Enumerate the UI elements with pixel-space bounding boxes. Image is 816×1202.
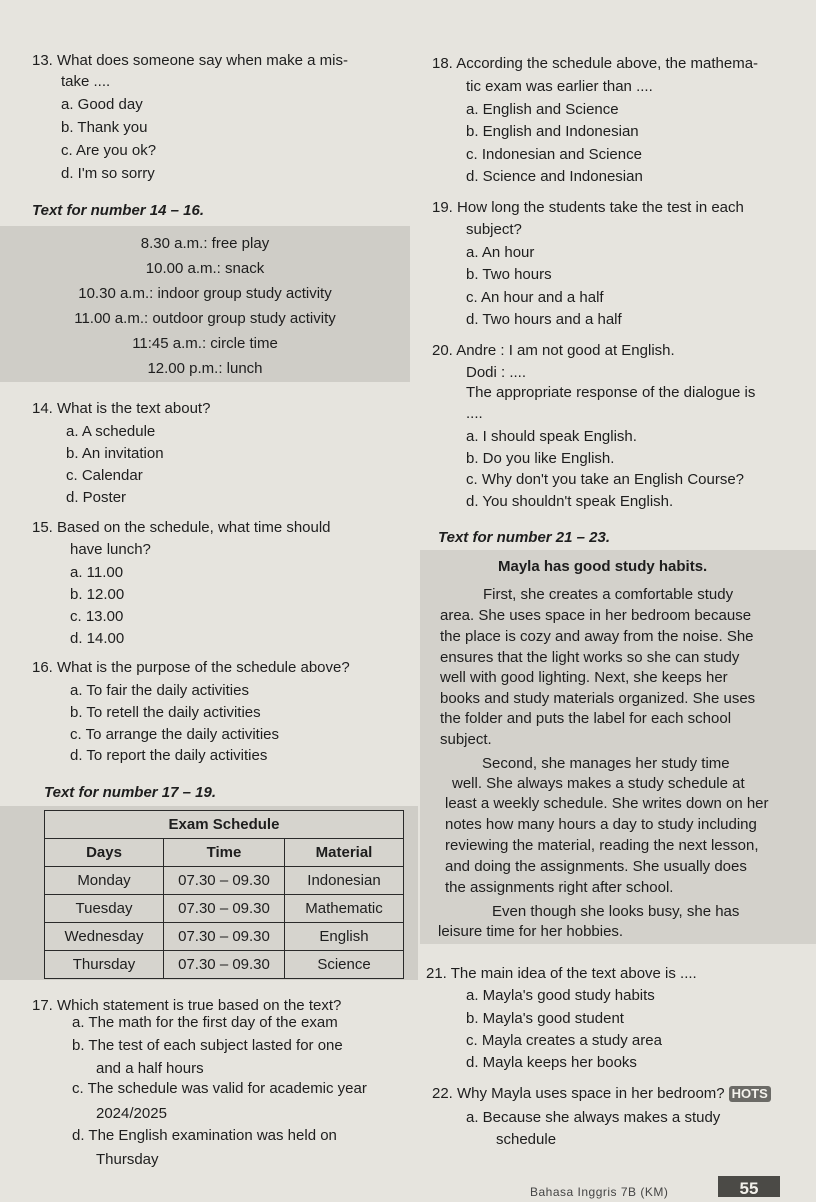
passage-line: First, she creates a comfortable study: [483, 586, 734, 603]
table-title: Exam Schedule: [45, 811, 404, 839]
cell-day: Monday: [45, 867, 164, 895]
passage-line: least a weekly schedule. She writes down on her: [445, 795, 769, 812]
q21-option-d: d. Mayla keeps her books: [466, 1054, 637, 1071]
passage-line: the assignments right after school.: [445, 879, 674, 896]
q18-option-d: d. Science and Indonesian: [466, 168, 643, 185]
cell-day: Thursday: [45, 951, 164, 979]
q20-question-line: ....: [466, 405, 483, 422]
q22-question-text: 22. Why Mayla uses space in her bedroom?: [432, 1085, 725, 1102]
q13-question-line: 13. What does someone say when make a mis-: [32, 52, 348, 69]
q19-question-line: 19. How long the students take the test in each: [432, 199, 744, 216]
q20-question-line: Dodi : ....: [466, 364, 527, 381]
text-21-23-label: Text for number 21 – 23.: [438, 529, 611, 546]
q17-question-line: 17. Which statement is true based on the text?: [32, 997, 342, 1014]
q15-question-line: 15. Based on the schedule, what time should: [32, 519, 331, 536]
q20-question-line: The appropriate response of the dialogue is: [466, 384, 756, 401]
passage-line: and doing the assignments. She usually does: [445, 858, 747, 875]
passage-box: [420, 550, 816, 944]
q19-option-a: a. An hour: [466, 244, 535, 261]
column-header-material: Material: [285, 839, 404, 867]
q21-option-a: a. Mayla's good study habits: [466, 987, 655, 1004]
cell-material: Indonesian: [285, 867, 404, 895]
book-title-footer: Bahasa Inggris 7B (KM): [530, 1185, 669, 1199]
q17-option-d-cont: Thursday: [96, 1151, 159, 1168]
q17-option-c-cont: 2024/2025: [96, 1105, 167, 1122]
q13-question-line: take ....: [61, 73, 111, 90]
q15-option-d: d. 14.00: [70, 630, 125, 647]
q14-question-line: 14. What is the text about?: [32, 400, 211, 417]
schedule-item: 12.00 p.m.: lunch: [147, 360, 263, 377]
q20-question-line: 20. Andre : I am not good at English.: [432, 342, 675, 359]
cell-time: 07.30 – 09.30: [164, 923, 285, 951]
q14-option-c: c. Calendar: [66, 467, 143, 484]
schedule-item: 11.00 a.m.: outdoor group study activity: [74, 310, 336, 327]
passage-line: reviewing the material, reading the next lesson,: [445, 837, 759, 854]
q19-question-line: subject?: [466, 221, 522, 238]
q20-option-d: d. You shouldn't speak English.: [466, 493, 674, 510]
passage-line: well with good lighting. Next, she keeps her: [440, 669, 728, 686]
text-17-19-label: Text for number 17 – 19.: [44, 784, 217, 801]
q18-question-line: 18. According the schedule above, the mathema-: [432, 55, 759, 72]
column-header-time: Time: [164, 839, 285, 867]
q22-option-a: a. Because she always makes a study: [466, 1109, 721, 1126]
page-number: 55: [718, 1176, 780, 1197]
q14-option-a: a. A schedule: [66, 423, 156, 440]
q16-option-b: b. To retell the daily activities: [70, 704, 261, 721]
q21-option-b: b. Mayla's good student: [466, 1010, 624, 1027]
schedule-item: 10.30 a.m.: indoor group study activity: [78, 285, 332, 302]
q17-option-a: a. The math for the first day of the exam: [72, 1014, 338, 1031]
q19-option-c: c. An hour and a half: [466, 289, 604, 306]
passage-line: ensures that the light works so she can study: [440, 649, 740, 666]
q18-option-c: c. Indonesian and Science: [466, 146, 642, 163]
q17-option-b-cont: and a half hours: [96, 1060, 204, 1077]
q13-option-d: d. I'm so sorry: [61, 165, 155, 182]
q17-option-d: d. The English examination was held on: [72, 1127, 337, 1144]
q16-option-c: c. To arrange the daily activities: [70, 726, 279, 743]
q18-question-line: tic exam was earlier than ....: [466, 78, 653, 95]
table-row: [45, 923, 404, 951]
q18-option-b: b. English and Indonesian: [466, 123, 639, 140]
column-header-days: Days: [45, 839, 164, 867]
q21-option-c: c. Mayla creates a study area: [466, 1032, 662, 1049]
schedule-item: 11:45 a.m.: circle time: [132, 335, 278, 352]
q20-option-c: c. Why don't you take an English Course?: [466, 471, 745, 488]
q13-option-b: b. Thank you: [61, 119, 148, 136]
passage-line: the folder and puts the label for each school: [440, 710, 732, 727]
exam-schedule-table: [44, 810, 404, 979]
passage-line: well. She always makes a study schedule at: [452, 775, 745, 792]
passage-line: subject.: [440, 731, 492, 748]
table-header-row: [45, 839, 404, 867]
cell-material: Mathematic: [285, 895, 404, 923]
q18-option-a: a. English and Science: [466, 101, 619, 118]
q15-option-a: a. 11.00: [70, 564, 124, 581]
daily-schedule-box: [0, 226, 410, 382]
q19-option-d: d. Two hours and a half: [466, 311, 622, 328]
q22-option-a-cont: schedule: [496, 1131, 557, 1148]
passage-line: the place is cozy and away from the noise. She: [440, 628, 754, 645]
q16-question-line: 16. What is the purpose of the schedule above?: [32, 659, 350, 676]
q13-option-a: a. Good day: [61, 96, 143, 113]
cell-material: Science: [285, 951, 404, 979]
table-row: [45, 895, 404, 923]
hots-badge: HOTS: [729, 1086, 771, 1102]
cell-time: 07.30 – 09.30: [164, 867, 285, 895]
q15-question-line: have lunch?: [70, 541, 151, 558]
q14-option-b: b. An invitation: [66, 445, 164, 462]
cell-time: 07.30 – 09.30: [164, 951, 285, 979]
q16-option-a: a. To fair the daily activities: [70, 682, 249, 699]
q17-option-b: b. The test of each subject lasted for one: [72, 1037, 343, 1054]
q15-option-c: c. 13.00: [70, 608, 124, 625]
q22-question-line: [432, 1085, 771, 1103]
table-row: [45, 951, 404, 979]
cell-time: 07.30 – 09.30: [164, 895, 285, 923]
q19-option-b: b. Two hours: [466, 266, 552, 283]
text-14-16-label: Text for number 14 – 16.: [32, 202, 205, 219]
table-title-row: [45, 811, 404, 839]
q17-option-c: c. The schedule was valid for academic year: [72, 1080, 367, 1097]
passage-line: leisure time for her hobbies.: [438, 923, 624, 940]
q14-option-d: d. Poster: [66, 489, 127, 506]
q20-option-a: a. I should speak English.: [466, 428, 637, 445]
q20-option-b: b. Do you like English.: [466, 450, 615, 467]
passage-title: Mayla has good study habits.: [498, 558, 708, 575]
passage-line: Even though she looks busy, she has: [492, 903, 740, 920]
table-row: [45, 867, 404, 895]
q21-question-line: 21. The main idea of the text above is ....: [426, 965, 697, 982]
passage-line: books and study materials organized. She uses: [440, 690, 756, 707]
schedule-item: 8.30 a.m.: free play: [140, 235, 270, 252]
q15-option-b: b. 12.00: [70, 586, 125, 603]
cell-material: English: [285, 923, 404, 951]
q13-option-c: c. Are you ok?: [61, 142, 157, 159]
passage-line: Second, she manages her study time: [482, 755, 730, 772]
cell-day: Tuesday: [45, 895, 164, 923]
passage-line: area. She uses space in her bedroom because: [440, 607, 752, 624]
schedule-item: 10.00 a.m.: snack: [145, 260, 265, 277]
cell-day: Wednesday: [45, 923, 164, 951]
passage-line: notes how many hours a day to study including: [445, 816, 757, 833]
q16-option-d: d. To report the daily activities: [70, 747, 268, 764]
